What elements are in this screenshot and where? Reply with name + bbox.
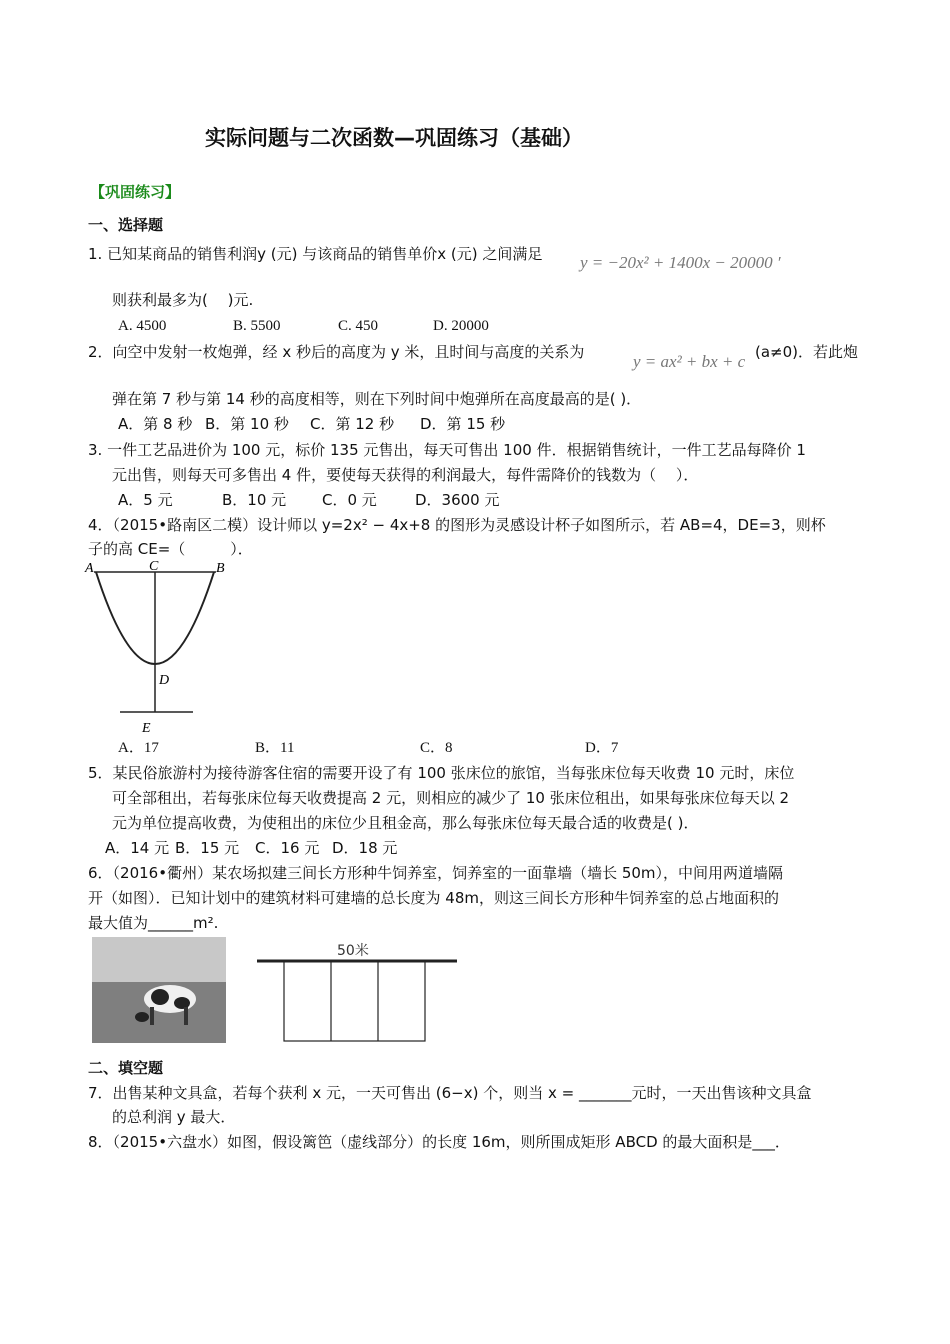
label-e: E <box>142 721 151 736</box>
option: C．16 元 <box>255 839 320 857</box>
option: B．11 <box>255 740 295 756</box>
option: A．14 元 <box>105 839 170 857</box>
question-2: 2．向空中发射一枚炮弹，经 x 秒后的高度为 y 米，且时间与高度的关系为 <box>88 343 585 361</box>
question-text: 元出售，则每天可多售出 4 件，要使每天获得的利润最大，每件需降价的钱数为（ ）． <box>112 466 699 484</box>
formula: y = ax² + bx + c <box>633 352 746 371</box>
question-text: 最大值为______m². <box>88 914 219 932</box>
question-8: 8．（2015•六盘水）如图，假设篱笆（虚线部分）的长度 16m，则所围成矩形 ABCD 的最大面积是___． <box>88 1133 790 1151</box>
option: B. 5500 <box>233 318 281 334</box>
question-3: 3. 一件工艺品进价为 100 元，标价 135 元售出，每天可售出 100 件．根据销售统计，一件工艺品每降价 1 <box>88 441 806 459</box>
question-text: 开（如图）．已知计划中的建筑材料可建墙的总长度为 48m，则这三间长方形种牛饲养室的总占地面积的 <box>88 889 779 907</box>
question-4: 4．（2015•路南区二模）设计师以 y=2x² − 4x+8 的图形为灵感设计杯子如图所示，若 AB=4，DE=3，则杯 <box>88 516 826 534</box>
option: C．第 12 秒 <box>310 415 395 433</box>
label-d: D <box>159 673 170 688</box>
question-text: 的总利润 y 最大． <box>112 1108 236 1126</box>
option: A. 4500 <box>118 318 167 334</box>
wall-length-label: 50米 <box>337 943 369 959</box>
question-1: 1. 已知某商品的销售利润y (元) 与该商品的销售单价x (元) 之间满足 <box>88 245 543 263</box>
option: C．8 <box>420 740 453 756</box>
question-text: (a≠0)．若此炮 <box>755 343 859 361</box>
option: A．17 <box>118 740 159 756</box>
option: C．0 元 <box>322 491 377 509</box>
question-7: 7．出售某种文具盒，若每个获利 x 元，一天可售出 (6−x) 个，则当 x = _______元时，一天出售该种文具盒 <box>88 1084 812 1102</box>
option: B．15 元 <box>175 839 240 857</box>
question-text: 可全部租出，若每张床位每天收费提高 2 元，则相应的减少了 10 张床位租出，如果每张床位每天以 2 <box>112 789 790 807</box>
cup-figure <box>80 556 230 738</box>
label-c: C <box>149 559 159 574</box>
section-heading: 一、选择题 <box>88 216 164 234</box>
option: D．3600 元 <box>415 491 500 509</box>
barn-diagram <box>255 937 465 1043</box>
formula: y = −20x² + 1400x − 20000 ′ <box>580 253 781 272</box>
option: A．第 8 秒 <box>118 415 193 433</box>
option: D．18 元 <box>332 839 398 857</box>
label-b: B <box>216 561 225 576</box>
option: B．10 元 <box>222 491 287 509</box>
option: D．7 <box>585 740 619 756</box>
question-text: 弹在第 7 秒与第 14 秒的高度相等，则在下列时间中炮弹所在高度最高的是( )． <box>112 390 642 408</box>
page-title: 实际问题与二次函数—巩固练习（基础） <box>205 126 583 150</box>
option: A．5 元 <box>118 491 173 509</box>
option: B．第 10 秒 <box>205 415 289 433</box>
label-a: A <box>85 561 94 576</box>
section-heading: 二、填空题 <box>88 1059 164 1077</box>
option: D．第 15 秒 <box>420 415 506 433</box>
question-text: 则获利最多为( )元. <box>112 291 254 309</box>
section-tag: 【巩固练习】 <box>90 183 181 201</box>
option: C. 450 <box>338 318 379 334</box>
question-6: 6．（2016•衢州）某农场拟建三间长方形种牛饲养室，饲养室的一面靠墙（墙长 50m），中间用两道墙隔 <box>88 864 784 882</box>
question-text: 子的高 CE=（ ）． <box>88 540 253 558</box>
question-text: 元为单位提高收费，为使租出的床位少且租金高，那么每张床位每天最合适的收费是( )． <box>112 814 699 832</box>
cow-photo <box>92 937 226 1043</box>
option: D. 20000 <box>433 318 489 334</box>
question-5: 5．某民俗旅游村为接待游客住宿的需要开设了有 100 张床位的旅馆，当每张床位每天收费 10 元时，床位 <box>88 764 795 782</box>
